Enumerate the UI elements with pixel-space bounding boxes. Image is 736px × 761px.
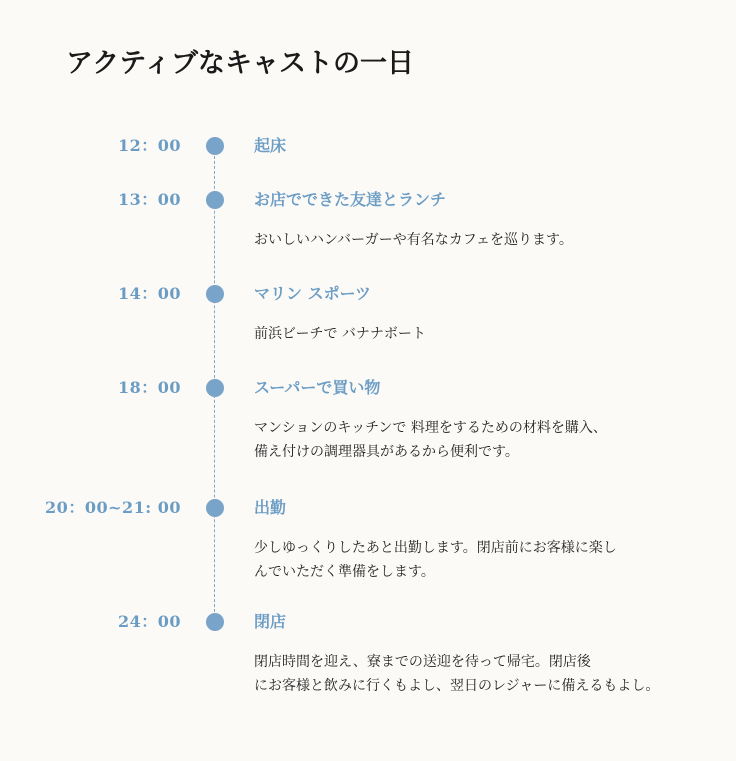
timeline-dot bbox=[206, 379, 224, 397]
event-description-line: 備え付けの調理器具があるから便利です。 bbox=[254, 444, 519, 460]
event-description-line: 前浜ビーチで バナナボート bbox=[254, 326, 426, 342]
time-label: 13：00 bbox=[117, 190, 181, 209]
event-description-line: 少しゆっくりしたあと出勤します。閉店前にお客様に楽し bbox=[254, 540, 617, 556]
time-label: 14：00 bbox=[117, 284, 181, 303]
timeline-dot bbox=[206, 613, 224, 631]
event-title: 出勤 bbox=[254, 498, 287, 517]
timeline-dot bbox=[206, 137, 224, 155]
event-description bbox=[254, 322, 674, 346]
page-title: アクティブなキャストの一日 bbox=[66, 48, 415, 79]
event-description bbox=[254, 536, 674, 584]
event-title: お店でできた友達とランチ bbox=[254, 190, 447, 209]
timeline-dot bbox=[206, 499, 224, 517]
timeline-dot bbox=[206, 285, 224, 303]
time-label: 12：00 bbox=[117, 136, 181, 155]
event-description bbox=[254, 416, 674, 464]
time-label: 24：00 bbox=[117, 612, 181, 631]
event-title: 閉店 bbox=[254, 612, 287, 631]
event-title: マリン スポーツ bbox=[254, 284, 371, 303]
event-title: スーパーで買い物 bbox=[254, 378, 381, 397]
timeline-dot bbox=[206, 191, 224, 209]
event-description-line: 閉店時間を迎え、寮までの送迎を待って帰宅。閉店後 bbox=[254, 654, 591, 670]
event-description bbox=[254, 228, 674, 252]
event-description-line: マンションのキッチンで 料理をするための材料を購入、 bbox=[254, 420, 607, 436]
event-description-line: おいしいハンバーガーや有名なカフェを巡ります。 bbox=[254, 232, 573, 248]
time-label: 20：00~21: 00 bbox=[45, 498, 181, 517]
event-description-line: んでいただく準備をします。 bbox=[254, 564, 435, 580]
event-description-line: にお客様と飲みに行くもよし、翌日のレジャーに備えるもよし。 bbox=[254, 678, 660, 694]
event-title: 起床 bbox=[254, 136, 287, 155]
event-description bbox=[254, 650, 674, 698]
time-label: 18：00 bbox=[117, 378, 181, 397]
